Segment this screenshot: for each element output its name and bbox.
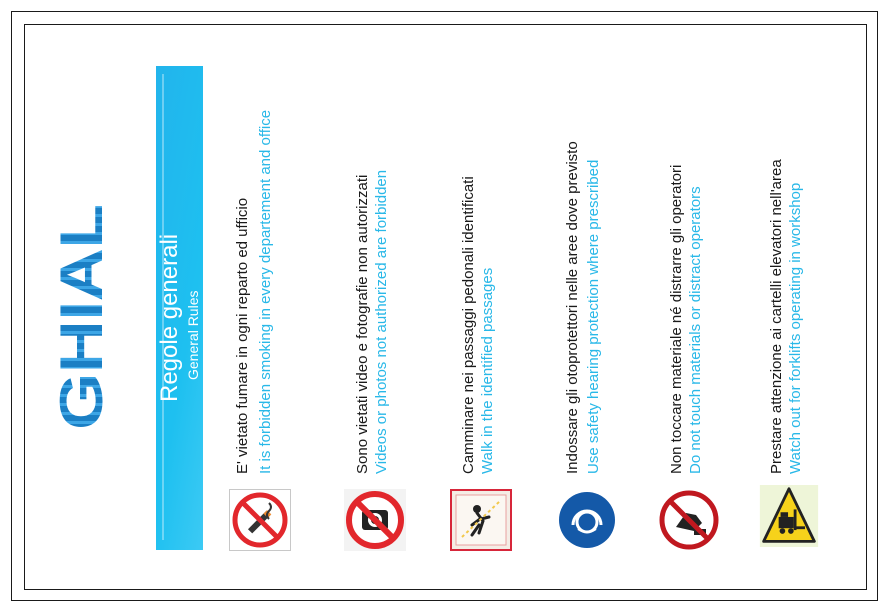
rule-5-english: Do not touch materials or distract operators	[687, 186, 704, 474]
no-smoking-icon	[229, 489, 291, 551]
no-camera-icon	[344, 489, 406, 551]
rule-3-english: Walk in the identified passages	[479, 267, 496, 474]
page-subtitle: General Rules	[185, 290, 201, 380]
rule-3-italian: Camminare nei passaggi pedonali identificati	[460, 176, 477, 474]
pedestrian-passage-icon	[450, 489, 512, 551]
rule-4-italian: Indossare gli otoprotettori nelle aree dove previsto	[564, 141, 581, 474]
no-touch-icon	[658, 489, 720, 551]
company-logo: GHIAL	[47, 204, 116, 430]
rule-1-english: It is forbidden smoking in every departement and office	[257, 109, 274, 474]
rule-2-english: Videos or photos not authorized are forbidden	[373, 169, 390, 474]
rule-4-english: Use safety hearing protection where prescribed	[585, 159, 602, 474]
rule-2-italian: Sono vietati video e fotografie non autorizzati	[354, 174, 371, 474]
rule-6-english: Watch out for forklifts operating in workshop	[787, 182, 804, 474]
rule-6-italian: Prestare attenzione ai cartelli elevatori nell'area	[768, 159, 785, 474]
hearing-protection-icon	[556, 489, 618, 551]
inner-border	[24, 24, 867, 590]
forklift-warning-icon	[758, 485, 820, 547]
rule-5-italian: Non toccare materiale né distrarre gli operatori	[668, 164, 685, 474]
rule-1-italian: E' vietato fumare in ogni reparto ed ufficio	[234, 197, 251, 474]
page-title: Regole generali	[156, 233, 183, 402]
